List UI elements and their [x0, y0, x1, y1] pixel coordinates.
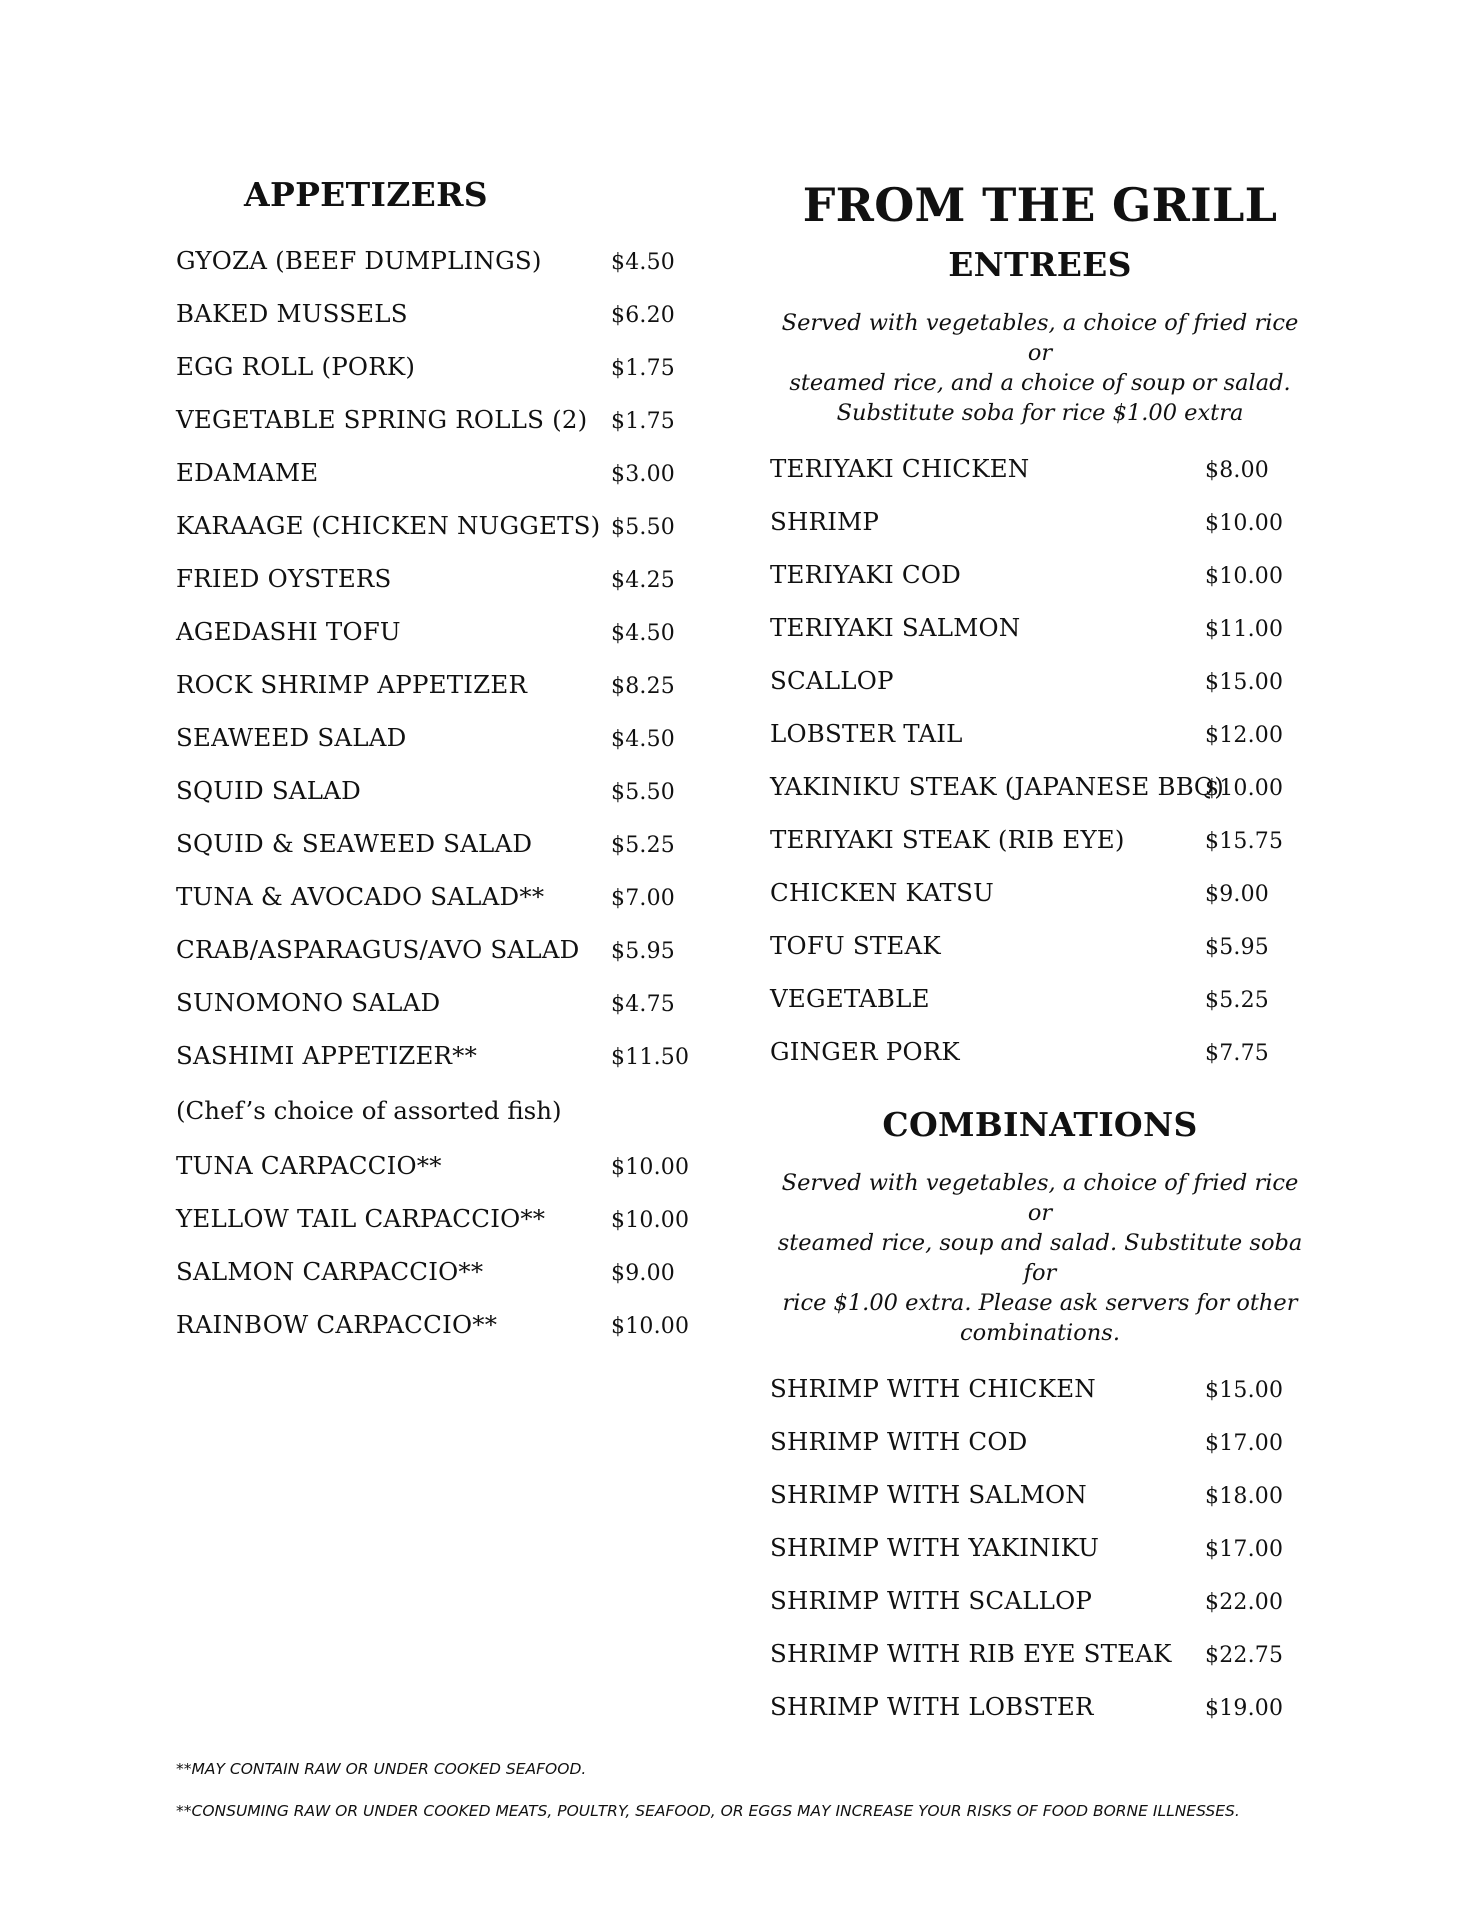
item-price: $1.75 — [611, 409, 675, 434]
entrees-list — [770, 442, 1330, 1078]
grill-section — [770, 170, 1330, 1733]
item-price: $4.50 — [611, 250, 675, 275]
item-price: $17.00 — [1205, 1537, 1284, 1562]
item-price: $4.50 — [611, 621, 675, 646]
item-name: ROCK SHRIMP APPETIZER — [176, 670, 528, 699]
item-name: SCALLOP — [770, 666, 894, 695]
item-name: VEGETABLE — [770, 984, 930, 1013]
item-price: $5.25 — [1205, 988, 1269, 1013]
menu-item — [176, 234, 736, 287]
item-name: TERIYAKI SALMON — [770, 613, 1021, 642]
item-name: FRIED OYSTERS — [176, 564, 392, 593]
menu-item — [770, 1680, 1330, 1733]
item-name: SASHIMI APPETIZER** — [176, 1041, 478, 1070]
entrees-heading: ENTREES — [948, 245, 1132, 284]
item-name: SHRIMP WITH COD — [770, 1427, 1028, 1456]
menu-item — [176, 552, 736, 605]
item-price: $5.50 — [611, 515, 675, 540]
menu-item — [176, 923, 736, 976]
item-name: SHRIMP — [770, 507, 880, 536]
item-name: SHRIMP WITH RIB EYE STEAK — [770, 1639, 1172, 1668]
item-name: (Chef’s choice of assorted fish) — [176, 1096, 562, 1125]
item-name: EDAMAME — [176, 458, 319, 487]
item-price: $19.00 — [1205, 1696, 1284, 1721]
item-name: SHRIMP WITH LOBSTER — [770, 1692, 1094, 1721]
item-price: $5.95 — [1205, 935, 1269, 960]
item-price: $4.75 — [611, 992, 675, 1017]
item-name: TUNA & AVOCADO SALAD** — [176, 882, 545, 911]
menu-item — [770, 1362, 1330, 1415]
menu-item — [770, 972, 1330, 1025]
item-name: TOFU STEAK — [770, 931, 941, 960]
menu-item — [176, 446, 736, 499]
menu-item — [176, 393, 736, 446]
menu-item — [770, 707, 1330, 760]
menu-item — [176, 658, 736, 711]
item-name: TERIYAKI COD — [770, 560, 961, 589]
item-price: $10.00 — [1205, 564, 1284, 589]
item-price: $8.25 — [611, 674, 675, 699]
menu-item — [176, 1139, 736, 1192]
item-name: SHRIMP WITH YAKINIKU — [770, 1533, 1100, 1562]
item-price: $22.75 — [1205, 1643, 1284, 1668]
item-name: BAKED MUSSELS — [176, 299, 408, 328]
menu-item — [176, 870, 736, 923]
item-name: GYOZA (BEEF DUMPLINGS) — [176, 246, 542, 275]
item-name: EGG ROLL (PORK) — [176, 352, 416, 381]
item-price: $5.95 — [611, 939, 675, 964]
menu-item — [176, 976, 736, 1029]
combinations-list — [770, 1362, 1330, 1733]
item-name: SALMON CARPACCIO** — [176, 1257, 484, 1286]
item-price: $4.25 — [611, 568, 675, 593]
menu-item — [176, 817, 736, 870]
item-price: $5.25 — [611, 833, 675, 858]
item-name: KARAAGE (CHICKEN NUGGETS) — [176, 511, 601, 540]
item-price: $9.00 — [611, 1261, 675, 1286]
appetizers-list — [176, 234, 736, 1351]
item-name: SUNOMONO SALAD — [176, 988, 441, 1017]
item-name: SQUID SALAD — [176, 776, 361, 805]
item-name: TERIYAKI CHICKEN — [770, 454, 1030, 483]
item-price: $10.00 — [611, 1314, 690, 1339]
menu-item-note — [176, 1082, 736, 1139]
item-price: $10.00 — [1205, 776, 1284, 801]
menu-item — [176, 1029, 736, 1082]
menu-item — [770, 495, 1330, 548]
combinations-note: Served with vegetables, a choice of fried rice or steamed rice, soup and salad. Substitute soba for rice $1.00 extra. Please ask servers for other combinations. — [777, 1170, 1303, 1346]
menu-item — [770, 760, 1330, 813]
item-price: $8.00 — [1205, 458, 1269, 483]
menu-item — [770, 654, 1330, 707]
item-name: TUNA CARPACCIO** — [176, 1151, 442, 1180]
item-name: CHICKEN KATSU — [770, 878, 994, 907]
menu-item — [176, 605, 736, 658]
item-price: $4.50 — [611, 727, 675, 752]
item-price: $22.00 — [1205, 1590, 1284, 1615]
item-price: $12.00 — [1205, 723, 1284, 748]
item-name: VEGETABLE SPRING ROLLS (2) — [176, 405, 588, 434]
menu-item — [176, 287, 736, 340]
entrees-note: Served with vegetables, a choice of fried rice or steamed rice, and a choice of soup or salad. Substitute soba for rice $1.00 extra — [781, 310, 1299, 426]
menu-item — [176, 711, 736, 764]
menu-item — [176, 1298, 736, 1351]
item-name: LOBSTER TAIL — [770, 719, 963, 748]
item-name: SHRIMP WITH SCALLOP — [770, 1586, 1093, 1615]
item-price: $6.20 — [611, 303, 675, 328]
appetizers-section — [176, 172, 736, 1351]
item-name: GINGER PORK — [770, 1037, 960, 1066]
item-price: $15.75 — [1205, 829, 1284, 854]
item-price: $9.00 — [1205, 882, 1269, 907]
menu-item — [770, 1627, 1330, 1680]
footnote-health-warning: **CONSUMING RAW OR UNDER COOKED MEATS, POULTRY, SEAFOOD, OR EGGS MAY INCREASE YOUR RISKS OF FOOD BORNE ILLNESSES. — [176, 1802, 1240, 1820]
item-price: $15.00 — [1205, 670, 1284, 695]
item-name: AGEDASHI TOFU — [176, 617, 401, 646]
item-name: CRAB/ASPARAGUS/AVO SALAD — [176, 935, 580, 964]
item-price: $3.00 — [611, 462, 675, 487]
item-price: $10.00 — [611, 1155, 690, 1180]
item-name: SEAWEED SALAD — [176, 723, 407, 752]
menu-item — [770, 601, 1330, 654]
appetizers-heading: APPETIZERS — [244, 175, 488, 214]
item-price: $11.50 — [611, 1045, 690, 1070]
menu-item — [770, 1574, 1330, 1627]
footnotes — [176, 1760, 1336, 1844]
menu-item — [176, 1245, 736, 1298]
item-name: YAKINIKU STEAK (JAPANESE BBQ) — [770, 772, 1224, 801]
menu-item — [176, 1192, 736, 1245]
grill-heading: FROM THE GRILL — [802, 178, 1278, 232]
menu-item — [770, 813, 1330, 866]
item-price: $10.00 — [1205, 511, 1284, 536]
menu-item — [770, 442, 1330, 495]
menu-item — [176, 764, 736, 817]
item-price: $15.00 — [1205, 1378, 1284, 1403]
menu-item — [770, 548, 1330, 601]
item-price: $7.75 — [1205, 1041, 1269, 1066]
combinations-heading: COMBINATIONS — [882, 1105, 1198, 1144]
item-price: $17.00 — [1205, 1431, 1284, 1456]
menu-item — [770, 919, 1330, 972]
footnote-raw-seafood: **MAY CONTAIN RAW OR UNDER COOKED SEAFOOD. — [176, 1760, 587, 1778]
menu-item — [770, 1415, 1330, 1468]
item-name: SQUID & SEAWEED SALAD — [176, 829, 533, 858]
item-price: $11.00 — [1205, 617, 1284, 642]
menu-item — [770, 1468, 1330, 1521]
item-price: $1.75 — [611, 356, 675, 381]
item-price: $7.00 — [611, 886, 675, 911]
item-price: $5.50 — [611, 780, 675, 805]
menu-item — [770, 866, 1330, 919]
item-name: TERIYAKI STEAK (RIB EYE) — [770, 825, 1125, 854]
menu-item — [176, 499, 736, 552]
menu-item — [770, 1025, 1330, 1078]
item-name: SHRIMP WITH SALMON — [770, 1480, 1087, 1509]
item-price: $10.00 — [611, 1208, 690, 1233]
menu-item — [176, 340, 736, 393]
menu-item — [770, 1521, 1330, 1574]
item-name: RAINBOW CARPACCIO** — [176, 1310, 498, 1339]
item-name: YELLOW TAIL CARPACCIO** — [176, 1204, 546, 1233]
item-name: SHRIMP WITH CHICKEN — [770, 1374, 1096, 1403]
item-price: $18.00 — [1205, 1484, 1284, 1509]
